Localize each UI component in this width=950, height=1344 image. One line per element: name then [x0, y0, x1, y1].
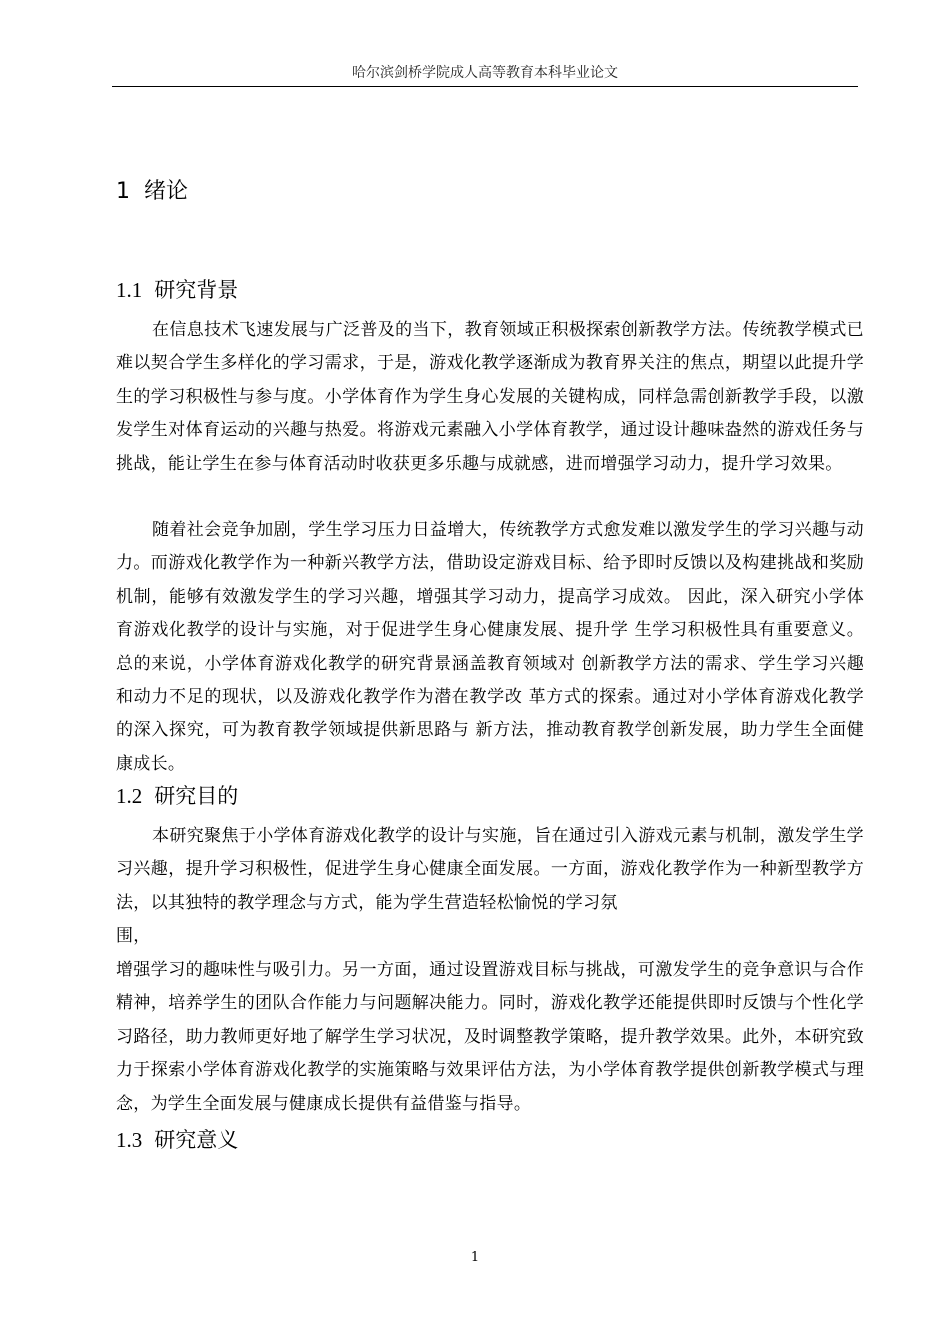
section-title: 研究目的 — [154, 784, 239, 808]
section-heading-1-2 — [116, 780, 238, 810]
page-number: 1 — [470, 1250, 480, 1265]
section-title: 研究意义 — [154, 1128, 239, 1152]
section-number: 1.3 — [116, 1128, 143, 1152]
section-title: 研究背景 — [154, 278, 239, 302]
chapter-heading — [116, 174, 188, 205]
section-heading-1-1 — [116, 274, 238, 304]
header-rule — [112, 86, 858, 87]
paragraph: 随着社会竞争加剧，学生学习压力日益增大，传统教学方式愈发难以激发学生的学习兴趣与动力。而游戏化教学作为一种新兴教学方法，借助设定游戏目标、给予即时反馈以及构建挑战和奖励机制，能够有效激发学生的学习兴趣，增强其学习动力，提高学习成效。 因此，深入研究小学体育游戏化教学的设计与实施，对于促进学生身心健康发展、提升学 生学习积极性具有重要意义。总的来说，小学体育游戏化教学的研究背景涵盖教育领域对 创新教学方法的需求、学生学习兴趣和动力不足的现状，以及游戏化教学作为潜在教学改 革方式的探索。通过对小学体育游戏化教学的深入探究，可为教育教学领域提供新思路与 新方法，推动教育教学创新发展，助力学生全面健康成长。 — [116, 520, 864, 774]
section-number: 1.1 — [116, 278, 143, 302]
chapter-title: 绪论 — [144, 179, 189, 204]
paragraph: 在信息技术飞速发展与广泛普及的当下，教育领域正积极探索创新教学方法。传统教学模式已难以契合学生多样化的学习需求，于是，游戏化教学逐渐成为教育界关注的焦点，期望以此提升学生的学习积极性与参与度。小学体育作为学生身心发展的关键构成，同样急需创新教学手段，以激发学生对体育运动的兴趣与热爱。将游戏元素融入小学体育教学，通过设计趣味盎然的游戏任务与挑战，能让学生在参与体育活动时收获更多乐趣与成就感，进而增强学习动力，提升学习效果。 — [116, 320, 864, 474]
paragraph: 本研究聚焦于小学体育游戏化教学的设计与实施，旨在通过引入游戏元素与机制，激发学生学习兴趣，提升学习积极性，促进学生身心健康全面发展。一方面，游戏化教学作为一种新型教学方法，以其独特的教学理念与方式，能为学生营造轻松愉悦的学习氛 — [116, 826, 864, 913]
chapter-number: 1 — [116, 179, 130, 204]
section-number: 1.2 — [116, 784, 143, 808]
running-header: 哈尔滨剑桥学院成人高等教育本科毕业论文 — [352, 65, 618, 81]
section-heading-1-3 — [116, 1124, 238, 1154]
paragraph: 围， — [116, 926, 151, 946]
paragraph: 增强学习的趣味性与吸引力。另一方面，通过设置游戏目标与挑战，可激发学生的竞争意识与合作精神，培养学生的团队合作能力与问题解决能力。同时，游戏化教学还能提供即时反馈与个性化学习路径，助力教师更好地了解学生学习状况，及时调整教学策略，提升教学效果。此外，本研究致力于探索小学体育游戏化教学的实施策略与效果评估方法，为小学体育教学提供创新教学模式与理念，为学生全面发展与健康成长提供有益借鉴与指导。 — [116, 960, 864, 1114]
